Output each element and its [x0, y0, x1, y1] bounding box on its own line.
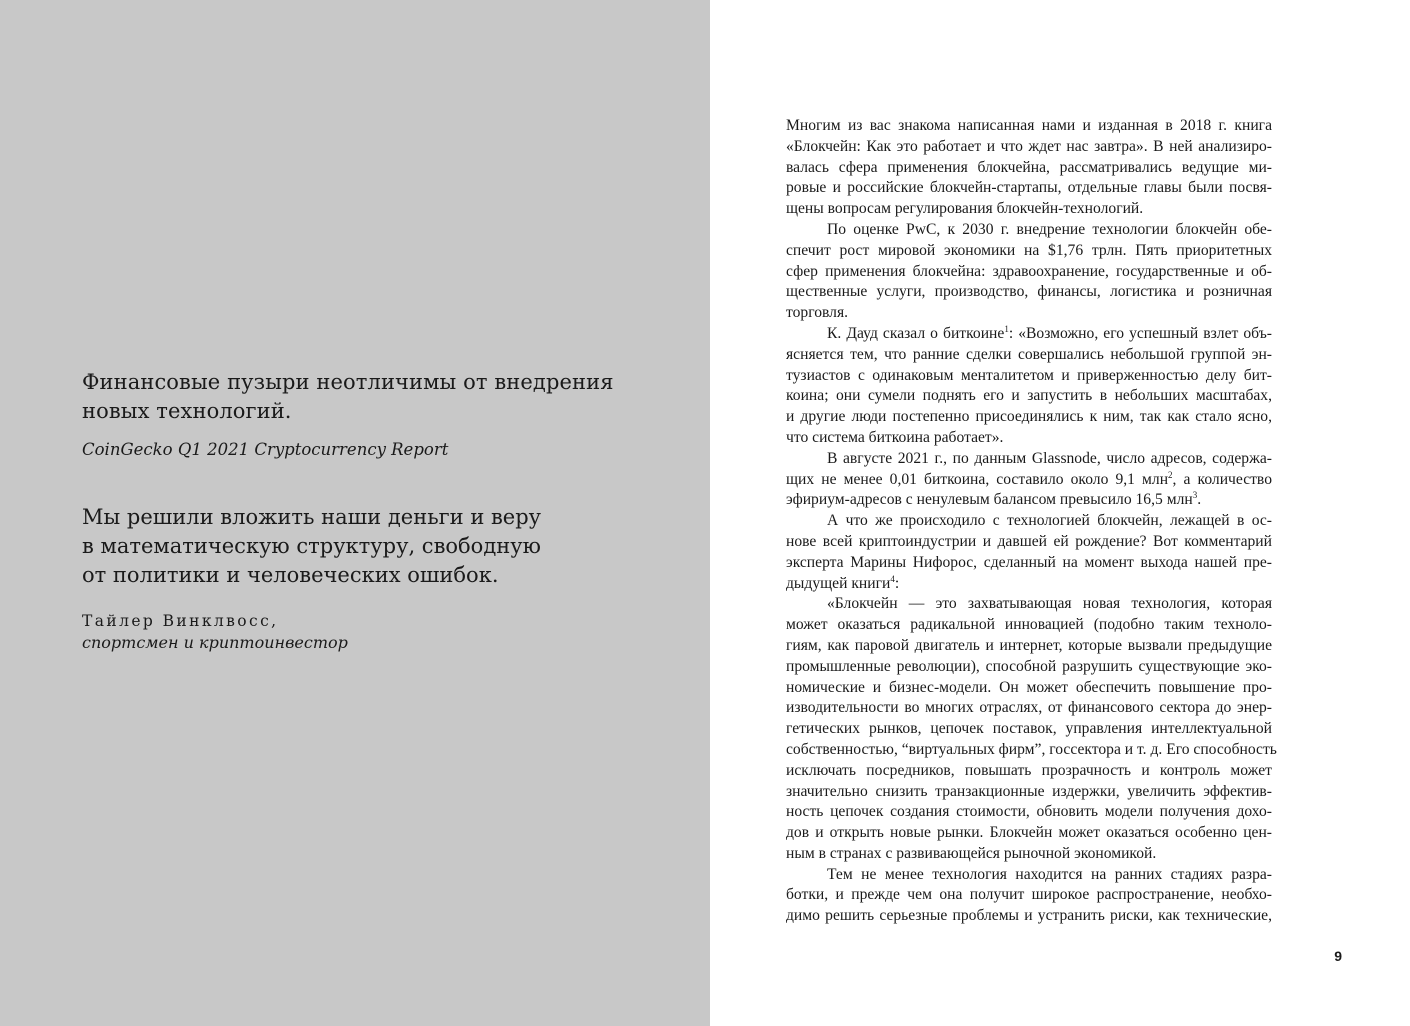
text-line: ботки, и прежде чем она получит широкое распространение, необхо-: [786, 886, 1272, 904]
text-line: ность цепочек создания стоимости, обновить модели получения дохо-: [786, 803, 1272, 821]
epigraph-2-author: Тайлер Винклвосс,: [82, 612, 279, 630]
text-line: гиям, как паровой двигатель и интернет, которые вызвали предыдущие: [786, 636, 1272, 654]
footnote-ref: 1: [1004, 323, 1009, 334]
text-line: нове всей криптоиндустрии и давшей ей рождение? Вот комментарий: [786, 532, 1272, 550]
text-line: торговля.: [786, 304, 849, 322]
epigraph-1: [82, 368, 642, 459]
epigraph-1-quote-line: новых технологий.: [82, 399, 292, 423]
text-line: тузиастов с одинаковым менталитетом и приверженностью делу бит-: [786, 366, 1272, 384]
text-segment: эфириум-адресов с ненулевым балансом превысило 16,5 млн: [786, 491, 1193, 509]
text-line: дов и открыть новые рынки. Блокчейн может оказаться особенно цен-: [786, 824, 1272, 842]
text-line: А что же происходило с технологией блокчейн, лежащей в ос-: [827, 512, 1272, 530]
text-line: ровые и российские блокчейн-стартапы, отдельные главы были посвя-: [786, 179, 1272, 197]
text-line: спечит рост мировой экономики на $1,76 трлн. Пять приоритетных: [786, 241, 1272, 259]
text-line: эксперта Марины Нифорос, сделанный на момент выхода нашей пре-: [786, 553, 1272, 571]
text-line: сфер применения блокчейна: здравоохранение, государственные и об-: [786, 262, 1272, 280]
text-segment: .: [1197, 491, 1202, 509]
text-segment: щих не менее 0,01 биткоина, составило около 9,1 млн: [786, 470, 1169, 488]
text-line: коина; они сумели поднять его и запустить в небольших масштабах,: [786, 387, 1272, 405]
text-line: и другие люди постепенно присоединялись к ним, так как стало ясно,: [786, 408, 1272, 426]
text-line: [786, 490, 1272, 511]
text-segment: : «Возможно, его успешный взлет объ-: [1008, 324, 1272, 342]
text-line: ным в странах с развивающейся рыночной экономикой.: [786, 844, 1157, 862]
epigraph-2-author-role: спортсмен и криптоинвестор: [82, 633, 348, 652]
text-segment: :: [894, 574, 900, 592]
epigraph-2-quote-line: в математическую структуру, свободную: [82, 534, 541, 558]
text-line: гетических рынков, цепочек поставок, управления интеллектуальной: [786, 720, 1272, 738]
epigraph-1-source: CoinGecko Q1 2021 Cryptocurrency Report: [82, 440, 449, 459]
text-line: валась сфера применения блокчейна, рассматривались ведущие ми-: [786, 158, 1272, 176]
text-line: номические и бизнес-модели. Он может обеспечить повышение про-: [786, 678, 1272, 696]
text-line: может оказаться радикальной инновацией (подобно таким техноло-: [786, 616, 1272, 634]
text-line: димо решить серьезные проблемы и устранить риски, как технические,: [786, 907, 1272, 925]
epigraph-2-quote: [82, 503, 642, 590]
text-line: промышленные революции), способной разрушить существующие эко-: [786, 657, 1272, 675]
text-line: В августе 2021 г., по данным Glassnode, число адресов, содержа-: [827, 449, 1272, 467]
text-line: изводительности во многих отраслях, от финансового сектора до энер-: [786, 699, 1272, 717]
text-line: «Блокчейн: Как это работает и что ждет нас завтра». В ней анализиро-: [786, 137, 1272, 155]
text-line: [786, 470, 1272, 491]
footnote-ref: 3: [1192, 490, 1198, 501]
text-line: Тем не менее технология находится на ранних стадиях разра-: [827, 865, 1272, 883]
text-line: значительно снизить транзакционные издержки, увеличить эффектив-: [786, 782, 1272, 800]
text-line: щественные услуги, производство, финансы, логистика и розничная: [786, 283, 1272, 301]
text-line: щены вопросам регулирования блокчейн-технологий.: [786, 200, 1144, 218]
epigraph-1-quote: [82, 368, 642, 426]
text-segment: К. Дауд сказал о биткоине: [827, 324, 1005, 342]
epigraph-1-quote-line: Финансовые пузыри неотличимы от внедрения: [82, 370, 614, 394]
text-line: собственностью, “виртуальных фирм”, госсектора и т. д. Его способность: [786, 740, 1277, 758]
text-line: исключать посредников, повышать прозрачность и контроль может: [786, 761, 1272, 779]
body-text: [786, 116, 1277, 927]
epigraph-2: [82, 503, 642, 652]
footnote-ref: 4: [890, 573, 895, 584]
epigraph-2-quote-line: от политики и человеческих ошибок.: [82, 563, 499, 587]
text-line: «Блокчейн — это захватывающая новая технология, которая: [827, 595, 1272, 613]
text-line: [786, 324, 1272, 345]
text-segment: , а количество: [1172, 470, 1272, 488]
page-number: 9: [1334, 948, 1342, 964]
text-line: что система биткоина работает».: [786, 428, 1004, 446]
text-line: Многим из вас знакома написанная нами и изданная в 2018 г. книга: [786, 117, 1272, 134]
footnote-ref: 2: [1168, 469, 1173, 480]
epigraph-2-quote-line: Мы решили вложить наши деньги и веру: [82, 505, 542, 529]
text-line: По оценке PwC, к 2030 г. внедрение технологии блокчейн обе-: [827, 220, 1272, 238]
text-segment: дыдущей книги: [786, 574, 891, 592]
text-line: ясняется тем, что ранние сделки совершались небольшой группой эн-: [786, 345, 1272, 363]
text-line: [786, 574, 1272, 595]
